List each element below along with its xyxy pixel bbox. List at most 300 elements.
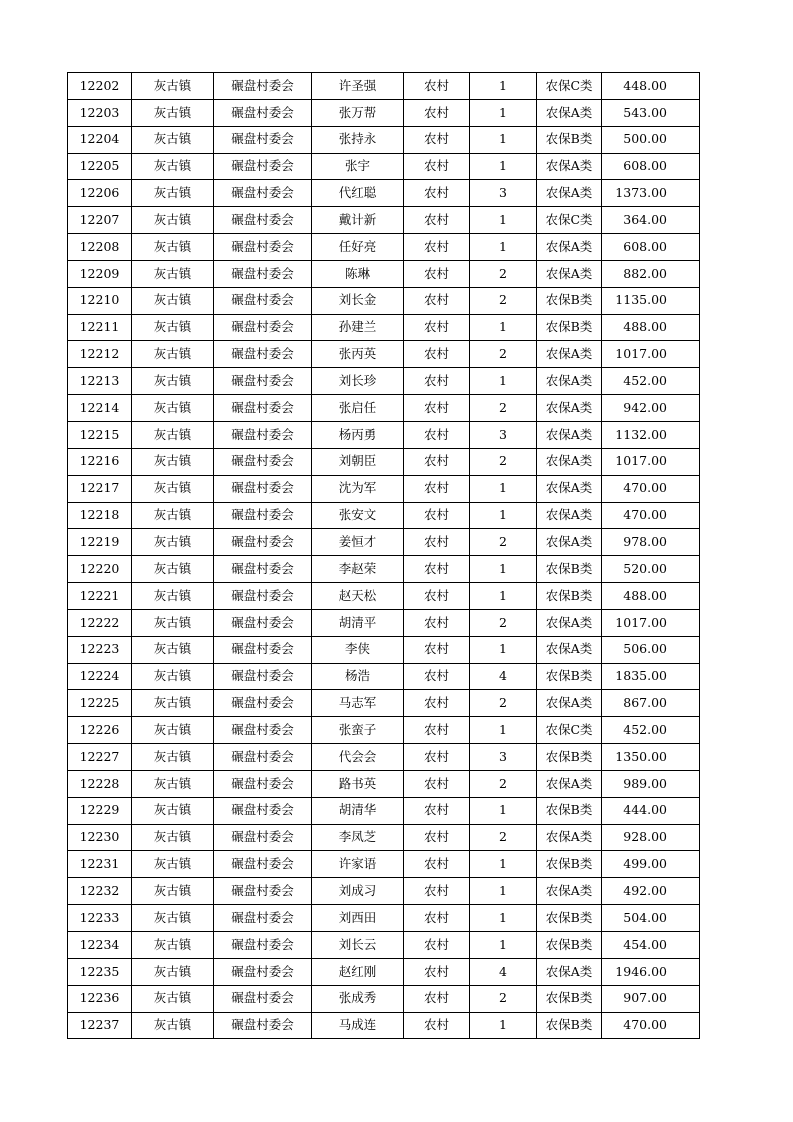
name-cell: 张丙英: [312, 341, 404, 368]
household-count-cell: 1: [470, 905, 537, 932]
category-cell: 农保B类: [537, 126, 602, 153]
category-cell: 农保B类: [537, 1012, 602, 1039]
household-count-cell: 1: [470, 717, 537, 744]
household-count-cell: 4: [470, 958, 537, 985]
record-id-cell: 12210: [68, 287, 132, 314]
record-id-cell: 12212: [68, 341, 132, 368]
amount-cell: 1017.00: [602, 341, 700, 368]
table-row: [68, 985, 700, 1012]
village-cell: 碾盘村委会: [214, 529, 312, 556]
table-row: [68, 556, 700, 583]
village-cell: 碾盘村委会: [214, 583, 312, 610]
household-count-cell: 1: [470, 99, 537, 126]
category-cell: 农保A类: [537, 180, 602, 207]
area-type-cell: 农村: [404, 770, 470, 797]
household-count-cell: 1: [470, 153, 537, 180]
amount-cell: 1373.00: [602, 180, 700, 207]
village-cell: 碾盘村委会: [214, 234, 312, 261]
village-cell: 碾盘村委会: [214, 1012, 312, 1039]
category-cell: 农保B类: [537, 556, 602, 583]
household-count-cell: 2: [470, 448, 537, 475]
record-id-cell: 12232: [68, 878, 132, 905]
category-cell: 农保B类: [537, 851, 602, 878]
record-id-cell: 12221: [68, 583, 132, 610]
amount-cell: 1132.00: [602, 421, 700, 448]
area-type-cell: 农村: [404, 1012, 470, 1039]
category-cell: 农保C类: [537, 73, 602, 100]
area-type-cell: 农村: [404, 824, 470, 851]
village-cell: 碾盘村委会: [214, 717, 312, 744]
town-cell: 灰古镇: [132, 73, 214, 100]
area-type-cell: 农村: [404, 314, 470, 341]
name-cell: 代会会: [312, 744, 404, 771]
town-cell: 灰古镇: [132, 395, 214, 422]
town-cell: 灰古镇: [132, 448, 214, 475]
record-id-cell: 12215: [68, 421, 132, 448]
village-cell: 碾盘村委会: [214, 609, 312, 636]
household-count-cell: 3: [470, 421, 537, 448]
record-id-cell: 12204: [68, 126, 132, 153]
table-row: [68, 448, 700, 475]
town-cell: 灰古镇: [132, 502, 214, 529]
amount-cell: 1350.00: [602, 744, 700, 771]
town-cell: 灰古镇: [132, 99, 214, 126]
village-cell: 碾盘村委会: [214, 958, 312, 985]
village-cell: 碾盘村委会: [214, 636, 312, 663]
household-count-cell: 1: [470, 932, 537, 959]
area-type-cell: 农村: [404, 717, 470, 744]
table-row: [68, 824, 700, 851]
table-row: [68, 717, 700, 744]
household-count-cell: 1: [470, 556, 537, 583]
category-cell: 农保C类: [537, 207, 602, 234]
amount-cell: 1835.00: [602, 663, 700, 690]
village-cell: 碾盘村委会: [214, 368, 312, 395]
category-cell: 农保A类: [537, 824, 602, 851]
household-count-cell: 1: [470, 878, 537, 905]
table-row: [68, 73, 700, 100]
household-count-cell: 2: [470, 341, 537, 368]
name-cell: 杨丙勇: [312, 421, 404, 448]
area-type-cell: 农村: [404, 690, 470, 717]
household-count-cell: 1: [470, 368, 537, 395]
category-cell: 农保A类: [537, 502, 602, 529]
record-id-cell: 12236: [68, 985, 132, 1012]
household-count-cell: 1: [470, 234, 537, 261]
amount-cell: 504.00: [602, 905, 700, 932]
category-cell: 农保A类: [537, 153, 602, 180]
village-cell: 碾盘村委会: [214, 395, 312, 422]
amount-cell: 928.00: [602, 824, 700, 851]
table-row: [68, 126, 700, 153]
amount-cell: 1017.00: [602, 609, 700, 636]
town-cell: 灰古镇: [132, 126, 214, 153]
area-type-cell: 农村: [404, 958, 470, 985]
amount-cell: 608.00: [602, 153, 700, 180]
household-count-cell: 2: [470, 824, 537, 851]
area-type-cell: 农村: [404, 153, 470, 180]
town-cell: 灰古镇: [132, 260, 214, 287]
town-cell: 灰古镇: [132, 905, 214, 932]
area-type-cell: 农村: [404, 663, 470, 690]
category-cell: 农保B类: [537, 905, 602, 932]
village-cell: 碾盘村委会: [214, 207, 312, 234]
category-cell: 农保A类: [537, 341, 602, 368]
name-cell: 刘长珍: [312, 368, 404, 395]
amount-cell: 470.00: [602, 1012, 700, 1039]
table-row: [68, 932, 700, 959]
area-type-cell: 农村: [404, 985, 470, 1012]
household-count-cell: 2: [470, 690, 537, 717]
record-id-cell: 12228: [68, 770, 132, 797]
table-row: [68, 314, 700, 341]
table-row: [68, 609, 700, 636]
category-cell: 农保B类: [537, 744, 602, 771]
village-cell: 碾盘村委会: [214, 314, 312, 341]
area-type-cell: 农村: [404, 475, 470, 502]
name-cell: 沈为军: [312, 475, 404, 502]
area-type-cell: 农村: [404, 878, 470, 905]
category-cell: 农保C类: [537, 717, 602, 744]
town-cell: 灰古镇: [132, 583, 214, 610]
name-cell: 张持永: [312, 126, 404, 153]
name-cell: 路书英: [312, 770, 404, 797]
town-cell: 灰古镇: [132, 770, 214, 797]
category-cell: 农保B类: [537, 663, 602, 690]
record-id-cell: 12202: [68, 73, 132, 100]
town-cell: 灰古镇: [132, 556, 214, 583]
name-cell: 刘长云: [312, 932, 404, 959]
record-id-cell: 12208: [68, 234, 132, 261]
amount-cell: 543.00: [602, 99, 700, 126]
record-id-cell: 12234: [68, 932, 132, 959]
household-count-cell: 1: [470, 475, 537, 502]
amount-cell: 452.00: [602, 717, 700, 744]
amount-cell: 506.00: [602, 636, 700, 663]
name-cell: 马志军: [312, 690, 404, 717]
category-cell: 农保A类: [537, 421, 602, 448]
area-type-cell: 农村: [404, 556, 470, 583]
town-cell: 灰古镇: [132, 368, 214, 395]
amount-cell: 444.00: [602, 797, 700, 824]
table-row: [68, 690, 700, 717]
amount-cell: 488.00: [602, 583, 700, 610]
amount-cell: 882.00: [602, 260, 700, 287]
village-cell: 碾盘村委会: [214, 744, 312, 771]
town-cell: 灰古镇: [132, 797, 214, 824]
amount-cell: 499.00: [602, 851, 700, 878]
table-row: [68, 421, 700, 448]
area-type-cell: 农村: [404, 851, 470, 878]
table-row: [68, 770, 700, 797]
town-cell: 灰古镇: [132, 663, 214, 690]
village-cell: 碾盘村委会: [214, 99, 312, 126]
table-row: [68, 958, 700, 985]
category-cell: 农保A类: [537, 475, 602, 502]
area-type-cell: 农村: [404, 207, 470, 234]
village-cell: 碾盘村委会: [214, 421, 312, 448]
record-id-cell: 12237: [68, 1012, 132, 1039]
name-cell: 张启任: [312, 395, 404, 422]
village-cell: 碾盘村委会: [214, 260, 312, 287]
household-count-cell: 2: [470, 287, 537, 314]
category-cell: 农保A类: [537, 448, 602, 475]
name-cell: 李侠: [312, 636, 404, 663]
amount-cell: 1946.00: [602, 958, 700, 985]
household-count-cell: 2: [470, 260, 537, 287]
table-row: [68, 663, 700, 690]
amount-cell: 1135.00: [602, 287, 700, 314]
name-cell: 姜恒才: [312, 529, 404, 556]
category-cell: 农保A类: [537, 99, 602, 126]
record-id-cell: 12207: [68, 207, 132, 234]
record-id-cell: 12216: [68, 448, 132, 475]
record-id-cell: 12225: [68, 690, 132, 717]
amount-cell: 942.00: [602, 395, 700, 422]
household-count-cell: 1: [470, 126, 537, 153]
household-count-cell: 1: [470, 636, 537, 663]
table-row: [68, 260, 700, 287]
name-cell: 张安文: [312, 502, 404, 529]
name-cell: 戴计新: [312, 207, 404, 234]
record-id-cell: 12223: [68, 636, 132, 663]
village-cell: 碾盘村委会: [214, 556, 312, 583]
record-id-cell: 12209: [68, 260, 132, 287]
area-type-cell: 农村: [404, 502, 470, 529]
amount-cell: 488.00: [602, 314, 700, 341]
household-count-cell: 2: [470, 985, 537, 1012]
town-cell: 灰古镇: [132, 744, 214, 771]
record-id-cell: 12230: [68, 824, 132, 851]
village-cell: 碾盘村委会: [214, 905, 312, 932]
record-id-cell: 12233: [68, 905, 132, 932]
household-count-cell: 1: [470, 314, 537, 341]
table-row: [68, 636, 700, 663]
village-cell: 碾盘村委会: [214, 797, 312, 824]
name-cell: 陈琳: [312, 260, 404, 287]
area-type-cell: 农村: [404, 368, 470, 395]
town-cell: 灰古镇: [132, 851, 214, 878]
village-cell: 碾盘村委会: [214, 985, 312, 1012]
table-row: [68, 905, 700, 932]
record-id-cell: 12205: [68, 153, 132, 180]
name-cell: 刘朝臣: [312, 448, 404, 475]
area-type-cell: 农村: [404, 529, 470, 556]
household-count-cell: 1: [470, 1012, 537, 1039]
name-cell: 张宇: [312, 153, 404, 180]
table-row: [68, 234, 700, 261]
amount-cell: 452.00: [602, 368, 700, 395]
name-cell: 李赵荣: [312, 556, 404, 583]
village-cell: 碾盘村委会: [214, 287, 312, 314]
village-cell: 碾盘村委会: [214, 502, 312, 529]
name-cell: 马成连: [312, 1012, 404, 1039]
record-id-cell: 12231: [68, 851, 132, 878]
table-row: [68, 529, 700, 556]
village-cell: 碾盘村委会: [214, 73, 312, 100]
category-cell: 农保B类: [537, 985, 602, 1012]
record-id-cell: 12214: [68, 395, 132, 422]
table-row: [68, 475, 700, 502]
name-cell: 张蛮子: [312, 717, 404, 744]
household-count-cell: 4: [470, 663, 537, 690]
area-type-cell: 农村: [404, 448, 470, 475]
household-count-cell: 2: [470, 529, 537, 556]
category-cell: 农保B类: [537, 287, 602, 314]
record-id-cell: 12213: [68, 368, 132, 395]
village-cell: 碾盘村委会: [214, 475, 312, 502]
name-cell: 张成秀: [312, 985, 404, 1012]
household-count-cell: 1: [470, 207, 537, 234]
data-table: [67, 72, 700, 1039]
village-cell: 碾盘村委会: [214, 851, 312, 878]
category-cell: 农保A类: [537, 770, 602, 797]
category-cell: 农保B类: [537, 583, 602, 610]
category-cell: 农保A类: [537, 395, 602, 422]
table-row: [68, 583, 700, 610]
record-id-cell: 12211: [68, 314, 132, 341]
table-row: [68, 797, 700, 824]
amount-cell: 470.00: [602, 502, 700, 529]
household-count-cell: 1: [470, 797, 537, 824]
amount-cell: 978.00: [602, 529, 700, 556]
village-cell: 碾盘村委会: [214, 878, 312, 905]
category-cell: 农保A类: [537, 636, 602, 663]
name-cell: 张万帮: [312, 99, 404, 126]
town-cell: 灰古镇: [132, 1012, 214, 1039]
name-cell: 胡清平: [312, 609, 404, 636]
name-cell: 代红聪: [312, 180, 404, 207]
area-type-cell: 农村: [404, 287, 470, 314]
amount-cell: 492.00: [602, 878, 700, 905]
town-cell: 灰古镇: [132, 958, 214, 985]
table-row: [68, 1012, 700, 1039]
record-id-cell: 12222: [68, 609, 132, 636]
town-cell: 灰古镇: [132, 636, 214, 663]
record-id-cell: 12224: [68, 663, 132, 690]
amount-cell: 454.00: [602, 932, 700, 959]
town-cell: 灰古镇: [132, 207, 214, 234]
name-cell: 刘成习: [312, 878, 404, 905]
village-cell: 碾盘村委会: [214, 824, 312, 851]
village-cell: 碾盘村委会: [214, 126, 312, 153]
table-row: [68, 153, 700, 180]
town-cell: 灰古镇: [132, 878, 214, 905]
village-cell: 碾盘村委会: [214, 690, 312, 717]
table-row: [68, 502, 700, 529]
town-cell: 灰古镇: [132, 824, 214, 851]
town-cell: 灰古镇: [132, 609, 214, 636]
name-cell: 李凤芝: [312, 824, 404, 851]
town-cell: 灰古镇: [132, 341, 214, 368]
household-count-cell: 1: [470, 851, 537, 878]
village-cell: 碾盘村委会: [214, 770, 312, 797]
table-body: [68, 73, 700, 1039]
category-cell: 农保B类: [537, 797, 602, 824]
name-cell: 孙建兰: [312, 314, 404, 341]
name-cell: 杨浩: [312, 663, 404, 690]
table-row: [68, 744, 700, 771]
village-cell: 碾盘村委会: [214, 341, 312, 368]
amount-cell: 470.00: [602, 475, 700, 502]
area-type-cell: 农村: [404, 395, 470, 422]
amount-cell: 520.00: [602, 556, 700, 583]
table-row: [68, 180, 700, 207]
area-type-cell: 农村: [404, 341, 470, 368]
village-cell: 碾盘村委会: [214, 932, 312, 959]
area-type-cell: 农村: [404, 99, 470, 126]
household-count-cell: 3: [470, 180, 537, 207]
area-type-cell: 农村: [404, 797, 470, 824]
household-count-cell: 1: [470, 502, 537, 529]
household-count-cell: 2: [470, 609, 537, 636]
area-type-cell: 农村: [404, 744, 470, 771]
amount-cell: 448.00: [602, 73, 700, 100]
name-cell: 赵天松: [312, 583, 404, 610]
town-cell: 灰古镇: [132, 153, 214, 180]
town-cell: 灰古镇: [132, 180, 214, 207]
record-id-cell: 12226: [68, 717, 132, 744]
village-cell: 碾盘村委会: [214, 180, 312, 207]
amount-cell: 608.00: [602, 234, 700, 261]
village-cell: 碾盘村委会: [214, 153, 312, 180]
town-cell: 灰古镇: [132, 234, 214, 261]
category-cell: 农保A类: [537, 368, 602, 395]
record-id-cell: 12219: [68, 529, 132, 556]
amount-cell: 907.00: [602, 985, 700, 1012]
area-type-cell: 农村: [404, 73, 470, 100]
area-type-cell: 农村: [404, 932, 470, 959]
amount-cell: 867.00: [602, 690, 700, 717]
town-cell: 灰古镇: [132, 717, 214, 744]
record-id-cell: 12220: [68, 556, 132, 583]
area-type-cell: 农村: [404, 421, 470, 448]
record-id-cell: 12227: [68, 744, 132, 771]
record-id-cell: 12206: [68, 180, 132, 207]
record-id-cell: 12203: [68, 99, 132, 126]
name-cell: 刘西田: [312, 905, 404, 932]
area-type-cell: 农村: [404, 583, 470, 610]
town-cell: 灰古镇: [132, 690, 214, 717]
category-cell: 农保A类: [537, 609, 602, 636]
area-type-cell: 农村: [404, 234, 470, 261]
table-row: [68, 395, 700, 422]
name-cell: 许家语: [312, 851, 404, 878]
category-cell: 农保A类: [537, 260, 602, 287]
town-cell: 灰古镇: [132, 529, 214, 556]
category-cell: 农保A类: [537, 234, 602, 261]
name-cell: 任好亮: [312, 234, 404, 261]
area-type-cell: 农村: [404, 126, 470, 153]
amount-cell: 989.00: [602, 770, 700, 797]
category-cell: 农保B类: [537, 314, 602, 341]
table-row: [68, 207, 700, 234]
town-cell: 灰古镇: [132, 475, 214, 502]
name-cell: 赵红刚: [312, 958, 404, 985]
record-id-cell: 12229: [68, 797, 132, 824]
town-cell: 灰古镇: [132, 932, 214, 959]
household-count-cell: 2: [470, 770, 537, 797]
household-count-cell: 3: [470, 744, 537, 771]
area-type-cell: 农村: [404, 905, 470, 932]
amount-cell: 500.00: [602, 126, 700, 153]
name-cell: 许圣强: [312, 73, 404, 100]
household-count-cell: 1: [470, 583, 537, 610]
town-cell: 灰古镇: [132, 421, 214, 448]
record-id-cell: 12218: [68, 502, 132, 529]
amount-cell: 364.00: [602, 207, 700, 234]
record-id-cell: 12217: [68, 475, 132, 502]
